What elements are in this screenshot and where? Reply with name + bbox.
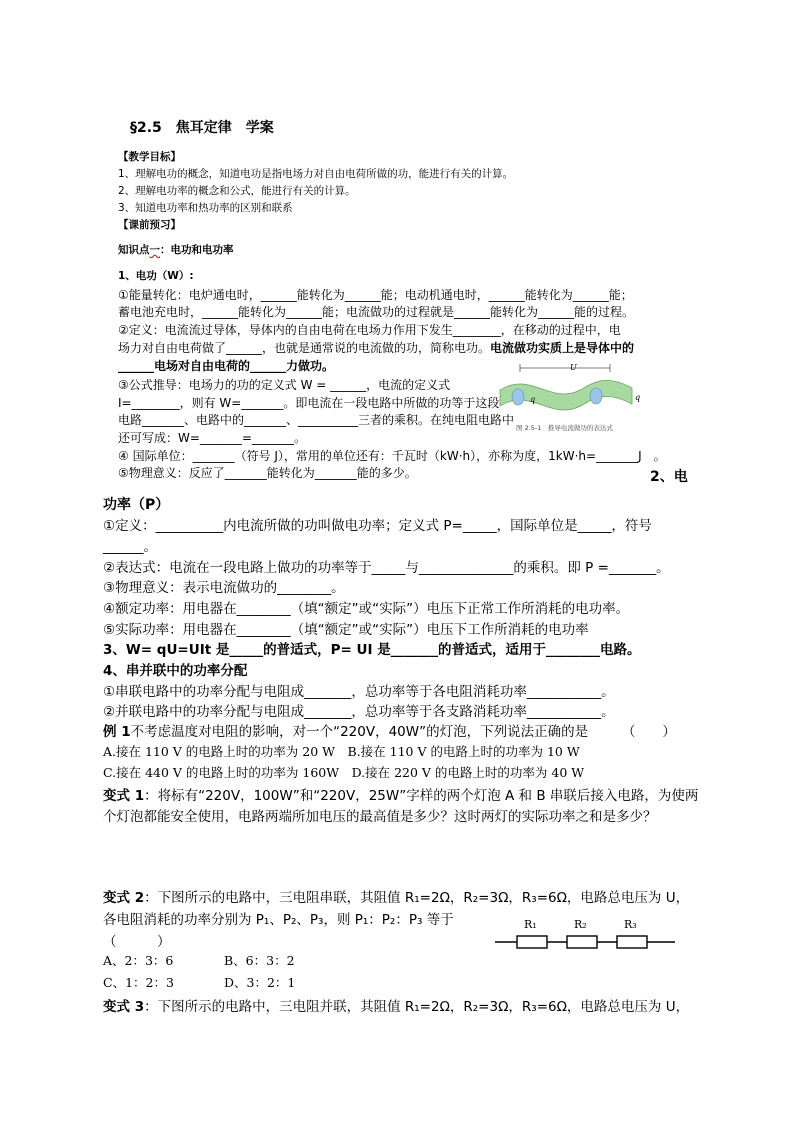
variant-2-label: 变式 2 xyxy=(103,890,145,906)
work-bold-line: ______电场对自由电荷的______力做功。 xyxy=(118,359,335,373)
figure-caption: 图 2.5-1 推导电流做功的表达式 xyxy=(516,424,613,432)
variant-1-text: ：将标有“220V，100W”和“220V，25W”字样的两个灯泡 A 和 B 串联后接入电路，为使两 xyxy=(144,788,699,804)
goal-item: 1、理解电功的概念，知道电功是指电场力对自由电荷所做的功，能进行有关的计算。 xyxy=(118,168,514,180)
kp-underlined: 一 xyxy=(149,244,160,256)
power-line: ②表达式：电流在一段电路上做功的功率等于_____与______________的乘积。即 P =_______。 xyxy=(103,560,670,576)
goal-item: 3、知道电功率和热功率的区别和联系 xyxy=(118,202,293,214)
variant-3-text: ：下图所示的电路中，三电阻并联，其阻值 R₁=2Ω，R₂=3Ω，R₃=6Ω，电路总电压为 U， xyxy=(144,999,690,1015)
example-1 xyxy=(103,720,676,740)
power-heading: 功率（P） xyxy=(103,497,170,513)
resistor-r2 xyxy=(567,936,597,948)
variant-3 xyxy=(103,995,689,1015)
work-heading: 1、电功（W）: xyxy=(118,270,194,282)
goal-item: 2、理解电功率的概念和公式，能进行有关的计算。 xyxy=(118,185,356,197)
charge-label-right: q xyxy=(635,393,641,402)
power-prefix: 2、电 xyxy=(650,469,688,485)
physics-line: ⑤物理意义：反应了_______能转化为_______能的多少。 xyxy=(118,466,417,480)
cross-section-right xyxy=(590,388,602,404)
kp-suffix: ：电功和电功率 xyxy=(160,244,234,256)
variant-2-option-b: B、6：3：2 xyxy=(224,953,295,968)
example-1-label: 例 1 xyxy=(103,724,131,740)
power-line: ①定义：__________内电流所做的功叫做电功率；定义式 P=_____，国际单位是_____，符号 xyxy=(103,518,652,534)
series-resistor-diagram xyxy=(495,915,677,951)
work-line xyxy=(118,338,634,358)
variant-2 xyxy=(103,886,689,906)
wire-illustration xyxy=(492,360,642,435)
work-line: ②定义：电流流过导体，导体内的自由电荷在电场力作用下发生________，在移动的过程中，电 xyxy=(118,323,621,337)
series-power-line: ①串联电路中的功率分配与电阻成_______，总功率等于各电阻消耗功率___________。 xyxy=(103,684,615,700)
work-line: 蓄电池充电时，______能转化为______能；电流做功的过程就是______能转化为______能的过程。 xyxy=(118,305,635,319)
item-3: 3、W= qU=UIt 是_____的普适式，P= UI 是_______的普适式，适用于________电路。 xyxy=(103,642,641,658)
knowledge-point-heading xyxy=(118,242,234,259)
example-1-text: 不考虑温度对电阻的影响，对一个“220V，40W”的灯泡，下列说法正确的是 （ ） xyxy=(130,724,676,740)
resistor-r3 xyxy=(617,936,647,948)
work-line-text: 场力对自由电荷做了______，也就是通常说的电流做的功，简称电功。 xyxy=(118,341,491,355)
variant-1-text-2: 个灯泡都能安全使用，电路两端所加电压的最高值是多少？这时两灯的实际功率之和是多少？ xyxy=(103,809,657,825)
variant-2-option-c: C、1：2：3 xyxy=(103,975,174,990)
variant-2-text: ：下图所示的电路中，三电阻串联，其阻值 R₁=2Ω，R₂=3Ω，R₃=6Ω，电路总电压为 U， xyxy=(144,890,690,906)
r1-label: R₁ xyxy=(524,918,537,931)
power-line: ⑤实际功率：用电器在________（填“额定”或“实际”）电压下工作所消耗的电功率 xyxy=(103,622,589,638)
formula-line: ③公式推导：电场力的功的定义式 W = ______，电流的定义式 xyxy=(118,378,451,392)
work-bold-text: 电流做功实质上是导体中的 xyxy=(490,341,635,355)
cross-section-left xyxy=(512,389,524,405)
resistor-chain xyxy=(495,915,677,951)
item-4: 4、串并联中的功率分配 xyxy=(103,663,248,679)
r3-label: R₃ xyxy=(624,918,637,931)
charge-label-left: q xyxy=(530,395,536,404)
resistor-r1 xyxy=(517,936,547,948)
unit-line: ④ 国际单位：_______（符号 J），常用的单位还有：千瓦时（kW·h），亦称为度，1kW·h=_______J 。 xyxy=(118,449,666,463)
kp-prefix: 知识点 xyxy=(118,244,150,256)
example-1-option: C.接在 440 V 的电路上时的功率为 160W D.接在 220 V 的电路上时的功率为 40 W xyxy=(103,765,585,780)
variant-2-option-d: D、3：2：1 xyxy=(224,975,296,990)
work-line: ①能量转化：电炉通电时，______能转化为______能；电动机通电时，______能转化为______能； xyxy=(118,288,633,302)
variant-2-option-a: A、2：3：6 xyxy=(103,953,174,968)
variant-1 xyxy=(103,784,698,804)
formula-line: I=________，则有 W=_______。即电流在一段电路中所做的功等于这段 xyxy=(118,396,500,410)
variant-2-paren: （ ） xyxy=(103,934,171,950)
formula-line: 电路_______、电路中的_______、__________三者的乘积。在纯电阻电路中 xyxy=(118,413,515,427)
power-line: ③物理意义：表示电流做功的________。 xyxy=(103,580,345,596)
variant-1-label: 变式 1 xyxy=(103,788,145,804)
preview-heading: 【课前预习】 xyxy=(118,219,181,231)
parallel-power-line: ②并联电路中的功率分配与电阻成_______，总功率等于各支路消耗功率___________。 xyxy=(103,704,615,720)
goals-heading: 【教学目标】 xyxy=(118,151,181,163)
r2-label: R₂ xyxy=(574,918,587,931)
variant-3-label: 变式 3 xyxy=(103,999,145,1015)
voltage-label: U xyxy=(570,363,577,372)
example-1-option: A.接在 110 V 的电路上时的功率为 20 W B.接在 110 V 的电路上时的功率为 10 W xyxy=(103,744,580,759)
formula-line: 还可写成：W=_______=_______。 xyxy=(118,431,306,445)
power-line: ④额定功率：用电器在________（填“额定”或“实际”）电压下正常工作所消耗的电功率。 xyxy=(103,601,630,617)
page-title: §2.5 焦耳定律 学案 xyxy=(130,120,274,136)
variant-2-text-2: 各电阻消耗的功率分别为 P₁、P₂、P₃，则 P₁：P₂：P₃ 等于 xyxy=(103,912,454,928)
wire-figure xyxy=(492,360,642,435)
power-line: ______。 xyxy=(103,539,157,555)
